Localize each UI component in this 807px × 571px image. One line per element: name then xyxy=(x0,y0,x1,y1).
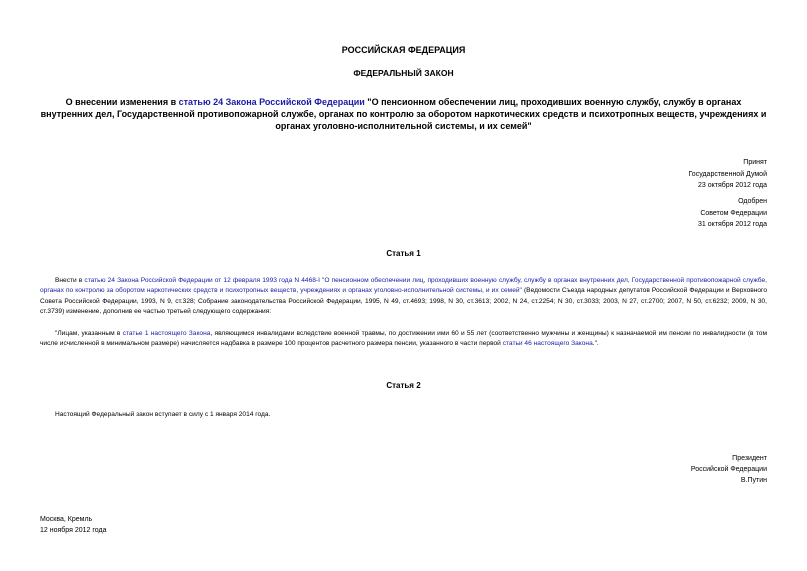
place-line2: 12 ноября 2012 года xyxy=(40,527,107,534)
adopted-line3: 23 октября 2012 года xyxy=(698,182,767,189)
a1p1-prefix: Внести в xyxy=(55,277,85,284)
title-article-link[interactable]: статью 24 Закона Российской Федерации xyxy=(178,97,365,107)
country-heading: РОССИЙСКАЯ ФЕДЕРАЦИЯ xyxy=(341,45,466,55)
title-suffix: "О пенсионном обеспечении лиц, проходивших военную службу, службу в органах внутренних дел, Государственной противопожарной службе, органах по контролю за оборотом наркотических средств и психотропных веществ, учреждениях и органах уголовно-исполнительной системы, и их семей" xyxy=(40,97,767,131)
a1p2-article1-link[interactable]: статье 1 настоящего Закона xyxy=(122,330,211,337)
article2-paragraph: Настоящий Федеральный закон вступает в силу с 1 января 2014 года. xyxy=(55,411,271,418)
a1p1-law-link[interactable]: статью 24 Закона Российской Федерации от 12 февраля 1993 года N 4468-I "О пенсионном обеспечении лиц, проходивших военную службу, службу в органах внутренних дел, Государственной противопожарной службе, органах по контролю за оборотом наркотических средств и психотропных веществ, учреждениях и органах уголовно-исполнительной системы, и их семей" xyxy=(40,277,768,295)
article2-heading: Статья 2 xyxy=(386,381,421,390)
doc-type-heading: ФЕДЕРАЛЬНЫЙ ЗАКОН xyxy=(353,68,454,78)
article1-heading: Статья 1 xyxy=(386,249,421,258)
adopted-block xyxy=(567,157,767,192)
signature-line3: В.Путин xyxy=(740,477,767,484)
article1-paragraph2 xyxy=(40,329,767,350)
signature-line2: Российской Федерации xyxy=(690,466,767,473)
place-line1: Москва, Кремль xyxy=(40,516,93,523)
a1p2-suffix: .". xyxy=(592,340,599,348)
place-date-block xyxy=(40,514,106,536)
a1p2-article46-link[interactable]: статьи 46 настоящего Закона xyxy=(502,340,593,348)
approved-line1: Одобрен xyxy=(738,198,767,205)
a1p2-prefix: "Лицам, указанным в xyxy=(55,330,123,337)
signature-block xyxy=(567,453,767,486)
adopted-line2: Государственной Думой xyxy=(688,170,767,178)
a1p2-mid: , являющимся инвалидами вследствие военной травмы, по достижении ими 60 и 55 лет (соответственно мужчины и женщины) к назначаемой им пенсии по инвалидности (в том числе исчисленной в минимальном размере) начисляется надбавка в размере 100 процентов расчетного размера пенсии, указанного в части первой xyxy=(40,330,767,348)
approved-line3: 31 октября 2012 года xyxy=(698,221,767,228)
adopted-line1: Принят xyxy=(743,159,767,166)
approved-line2: Советом Федерации xyxy=(700,209,767,217)
approved-block xyxy=(567,196,767,231)
a1p1-suffix: (Ведомости Съезда народных депутатов Российской Федерации и Верховного Совета Российской Федерации, 1993, N 9, ст.328; Собрание законодательства Российской Федерации, 1995, N 49, ст.4693; 1998, N 30, ст.3613; 2002, N 24, ст.2254; N 30, ст.3033; 2003, N 27, ст.2700; 2007, N 50, ст.6232; 2009, N 30, ст.3739) изменение, дополнив ее частью третьей следующего содержания: xyxy=(40,287,767,316)
law-title xyxy=(40,96,767,132)
article1-paragraph1 xyxy=(40,276,767,318)
title-prefix: О внесении изменения в xyxy=(65,97,179,107)
signature-line1: Президент xyxy=(732,455,767,462)
